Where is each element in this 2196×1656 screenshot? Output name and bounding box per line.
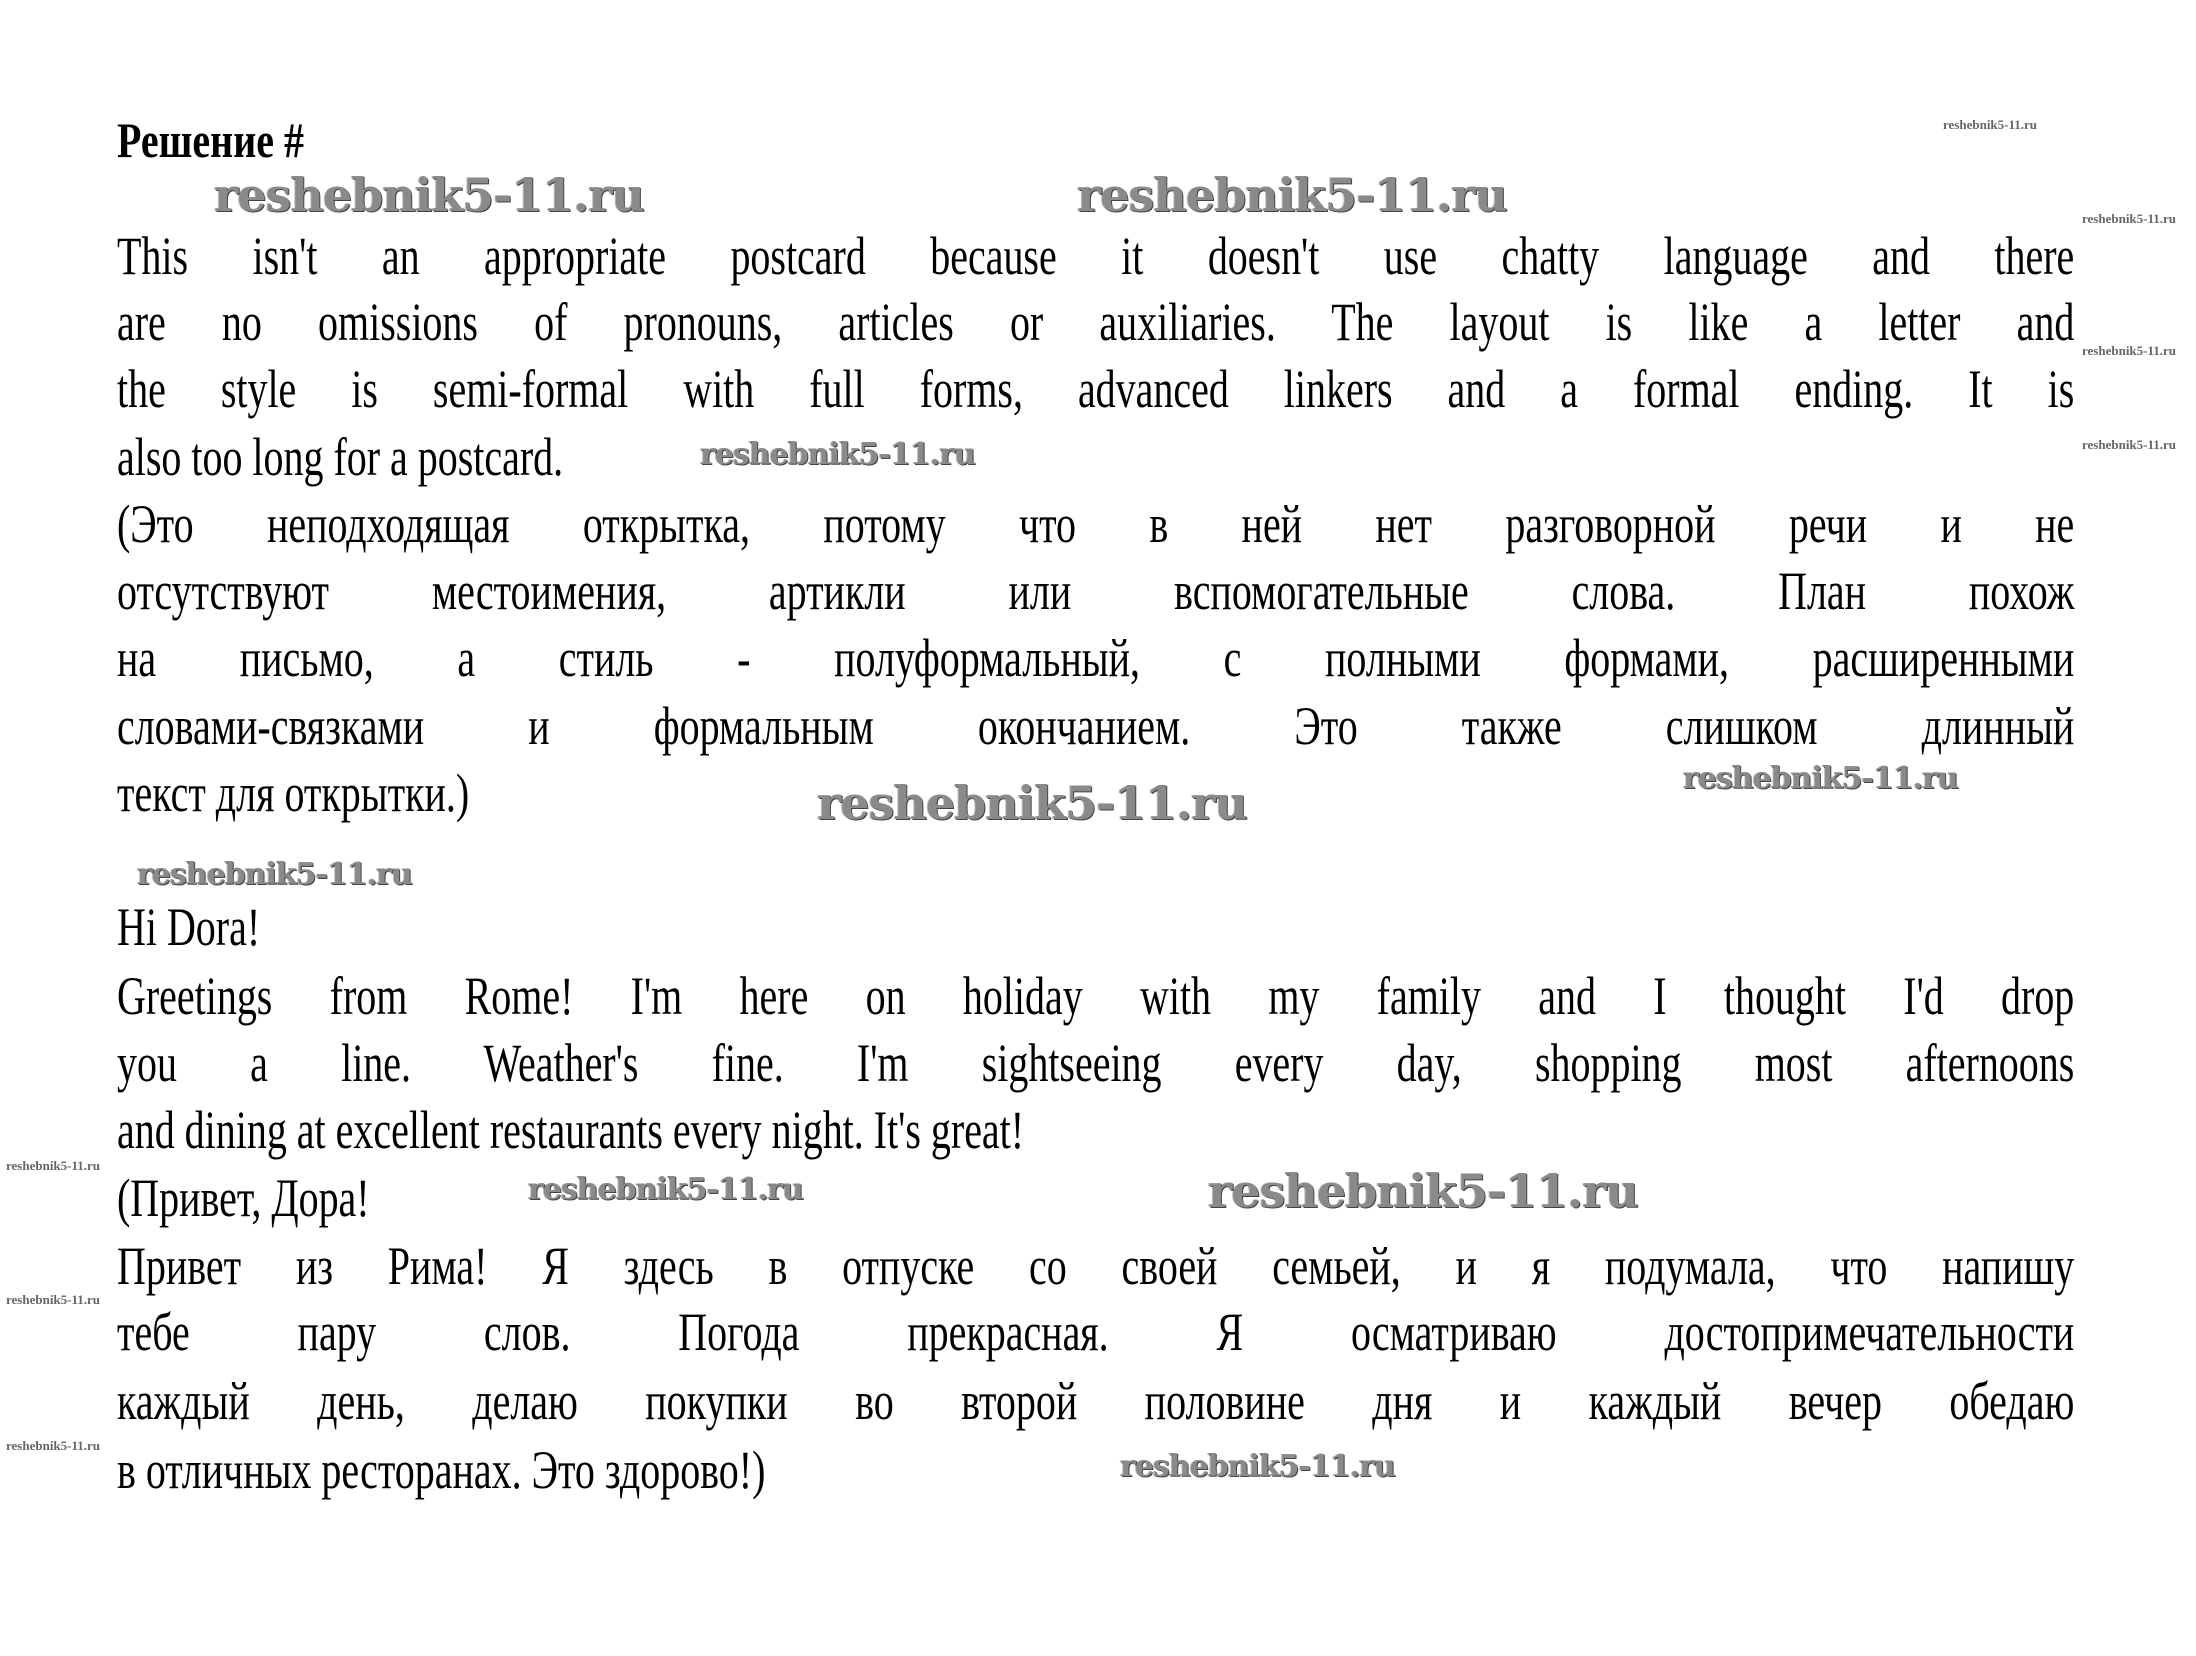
watermark: reshebnik5-11.ru	[137, 857, 412, 892]
text-line: you a line. Weather's fine. I'm sightseeing every day, shopping most afternoons	[117, 1033, 2075, 1093]
text-line: текст для открытки.)	[117, 763, 470, 823]
watermark: reshebnik5-11.ru	[1683, 761, 1958, 796]
watermark: reshebnik5-11.ru	[1208, 1164, 1638, 1218]
watermark: reshebnik5-11.ru	[817, 776, 1247, 830]
text-line: на письмо, а стиль - полуформальный, с полными формами, расширенными	[117, 628, 2075, 688]
text-line: are no omissions of pronouns, articles or auxiliaries. The layout is like a letter and	[117, 292, 2075, 352]
text-line: тебе пару слов. Погода прекрасная. Я осматриваю достопримечательности	[117, 1302, 2075, 1362]
text-line: отсутствуют местоимения, артикли или вспомогательные слова. План похож	[117, 561, 2075, 621]
text-line: Hi Dora!	[117, 897, 261, 957]
text-line: Greetings from Rome! I'm here on holiday with my family and I thought I'd drop	[117, 966, 2075, 1026]
watermark: reshebnik5-11.ru	[1077, 168, 1507, 222]
watermark: reshebnik5-11.ru	[1120, 1449, 1395, 1484]
solution-heading: Решение #	[117, 112, 305, 168]
watermark: reshebnik5-11.ru	[2082, 437, 2177, 452]
watermark: reshebnik5-11.ru	[1943, 117, 2038, 132]
text-line: and dining at excellent restaurants every night. It's great!	[117, 1100, 1025, 1160]
text-line: словами-связками и формальным окончанием. Это также слишком длинный	[117, 696, 2075, 756]
watermark: reshebnik5-11.ru	[6, 1158, 101, 1173]
watermark: reshebnik5-11.ru	[214, 168, 644, 222]
text-line: This isn't an appropriate postcard because it doesn't use chatty language and there	[117, 226, 2075, 286]
watermark: reshebnik5-11.ru	[2082, 343, 2177, 358]
text-line: каждый день, делаю покупки во второй половине дня и каждый вечер обедаю	[117, 1371, 2075, 1431]
text-line: (Это неподходящая открытка, потому что в ней нет разговорной речи и не	[117, 494, 2075, 554]
watermark: reshebnik5-11.ru	[528, 1172, 803, 1207]
watermark: reshebnik5-11.ru	[6, 1292, 101, 1307]
text-line: в отличных ресторанах. Это здорово!)	[117, 1440, 766, 1500]
text-line: Привет из Рима! Я здесь в отпуске со своей семьей, и я подумала, что напишу	[117, 1236, 2075, 1296]
watermark: reshebnik5-11.ru	[700, 437, 975, 472]
text-line: (Привет, Дора!	[117, 1168, 370, 1228]
text-line: the style is semi-formal with full forms, advanced linkers and a formal ending. It is	[117, 359, 2075, 419]
watermark: reshebnik5-11.ru	[6, 1438, 101, 1453]
text-line: also too long for a postcard.	[117, 427, 564, 487]
watermark: reshebnik5-11.ru	[2082, 211, 2177, 226]
